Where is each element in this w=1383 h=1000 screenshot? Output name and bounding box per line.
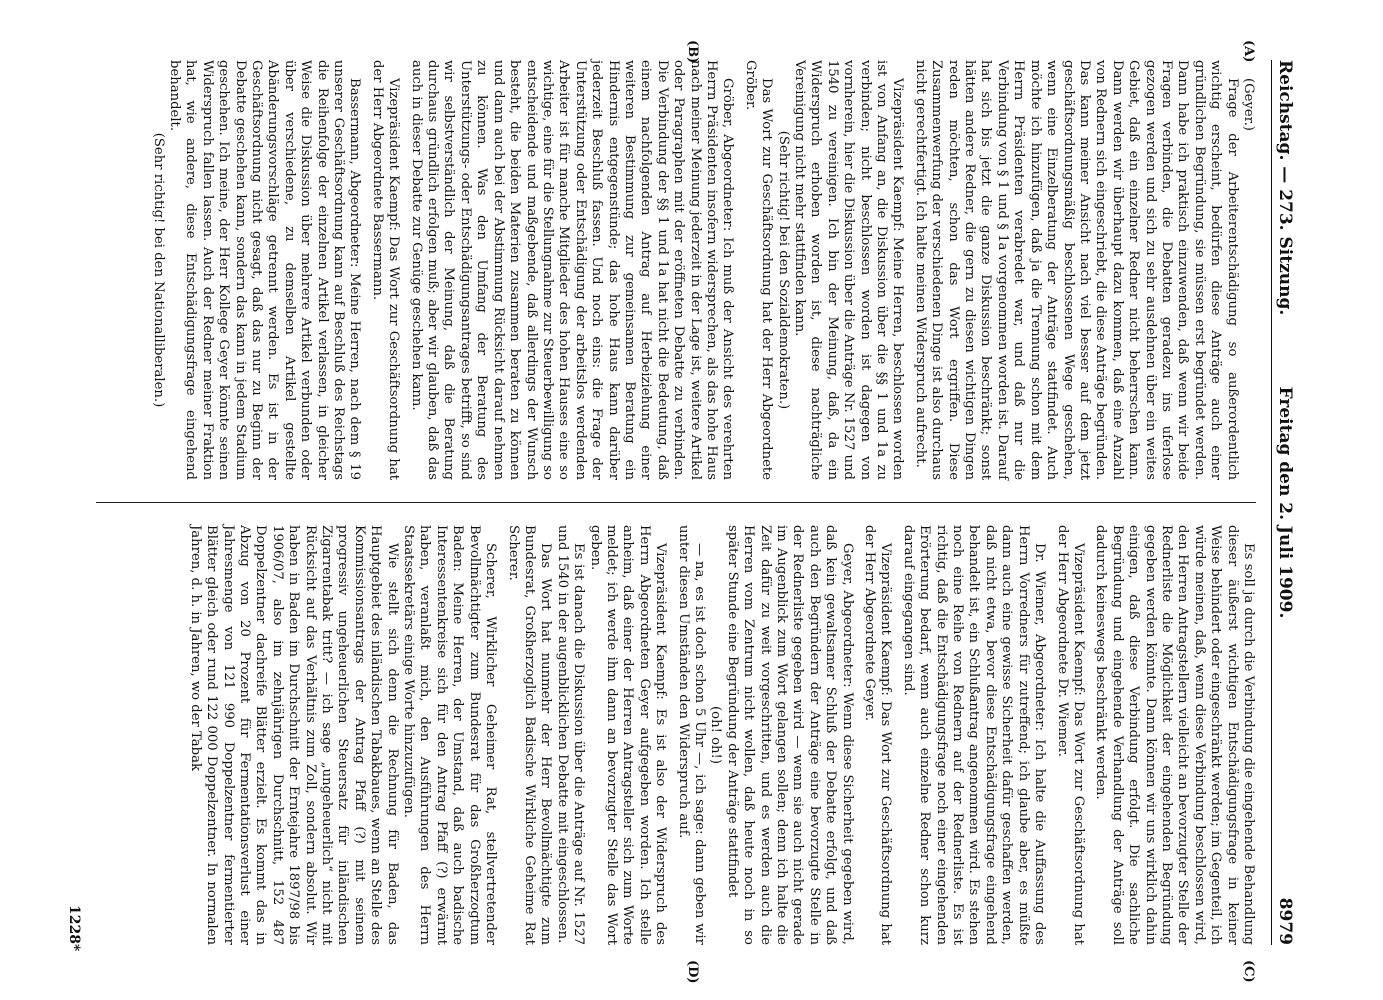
paragraph: Das Wort zur Geschäftsordnung hat der Herr Abgeordnete Gröber.: [742, 60, 775, 480]
margin-marker-a: (A): [1241, 40, 1256, 63]
header-page-number: 8979: [1275, 897, 1295, 945]
paragraph: Geyer, Abgeordneter: Wenn diese Sicherheit gegeben wird, daß kein gewaltsamer Schluß der Debatte erfolgt, und daß auch den Begründern der Anträge eine bevorzugte Stelle in der Rednerliste gegeben wird — wenn sie auch nicht gerade im Augenblick zum Wort gelangen sollen; denn ich halte die Zeit dafür zu weit vorgeschritten, und es werden auch die Herren vom Zentrum nicht wollen, daß heute noch in so später Stunde eine Begründung der Anträge stattfindet: [724, 525, 855, 945]
paragraph: Es soll ja durch die Verbindung die eingehende Behandlung dieser äußerst wichtigen Entschädigungsfrage in keiner Weise behindert oder eingeschränkt werden; im Gegenteil, ich würde meinen, daß, wenn diese Verbindung beschlossen wird, den Herren Antragstellern vielleicht an bevorzugter Stelle der Rednerliste die Möglichkeit der eingehenden Begründung gegeben werden könnte. Dann können wir uns wirklich dahin einigen, daß diese Verbindung erfolgt. Die sachliche Begründung und eingehende Verhandlung der Anträge soll dadurch keineswegs beschränkt werden.: [1093, 525, 1256, 945]
paragraph: (Geyer.): [1241, 78, 1256, 131]
paragraph: Wie stellt sich denn die Rechnung für Baden, das Hauptgebiet des inländischen Tabakbaues, wenn an Stelle des Kommissionsantrags der Antrag Pfaff (?) mit seinem progressiv ungeheuerlichen Steuersatz für inländischen Zigarrentabak tritt? — ich sage „ungeheuerlich“ nicht mit Rücksicht auf das Verhältnis zum Zoll, sondern absolut. Wir haben in Baden im Durchschnitt der Erntejahre 1897/98 bis 1906/07, also im zehnjährigen Durchschnitt, 152 487 Doppelzentner dachreife Blätter erzielt. Es kommt das in Abzug von 20 Prozent für Fermentationsverlust einer Jahresmenge von 121 990 Doppelzentner fermentierter Blätter gleich oder rund 122 000 Doppelzentner. In normalen Jahren, d. h. in Jahren, wo der Tabak: [187, 525, 400, 945]
right-column: [186, 525, 1256, 945]
bottom-page-number: 1228*: [66, 905, 82, 952]
paragraph: Bassermann, Abgeordneter: Meine Herren, nach dem § 19 unserer Geschäftsordnung kann auf Beschluß des Reichstags die Reihenfolge der einzelnen Artikel verlassen, in gleicher Weise die Diskussion über mehrere Artikel verbunden oder über verschiedene, zu demselben Artikel gestellte Abänderungsvorschläge getrennt werden. Es ist in der Geschäftsordnung nicht gesagt, daß das nur zu Beginn der Debatte geschehen kann, sondern das kann in jedem Stadium geschehen. Ich meine, der Herr Kollege Geyer könnte seinen Widerspruch fallen lassen. Auch der Redner meiner Fraktion hat, wie andere, diese Entschädigungsfrage eingehend behandelt.: [167, 60, 363, 480]
header-center: Freitag den 2. Juli 1909.: [1275, 386, 1295, 619]
paragraph: Vizepräsident Kaempf: Meine Herren, beschlossen worden ist von Anfang an, die Diskussion über die §§ 1 und 1a zu verbinden; nicht beschlossen worden ist dagegen von vornherein, hier die Diskussion über die Anträge Nr. 1527 und 1540 zu vereinigen. Ich bin der Meinung, daß, da ein Widerspruch erhoben worden ist, diese nachträgliche Vereinigung nicht mehr stattfinden kann.: [792, 60, 906, 480]
margin-marker-c: (C): [1241, 960, 1256, 983]
paragraph: Das Wort hat nunmehr der Herr Bevollmächtigte zum Bundesrat, Großherzoglich Badische Wirkliche Geheime Rat Scherer.: [505, 525, 554, 945]
left-column: [149, 60, 1256, 480]
margin-marker-b: (B): [685, 40, 700, 64]
paragraph: Vizepräsident Kaempf: Das Wort zur Geschäftsordnung hat der Herr Abgeordnete Bassermann.: [369, 60, 402, 480]
paragraph: — na, es ist doch schon 5 Uhr —, ich sage: dann geben wir unter diesen Umständen den Widerspruch auf.: [675, 525, 707, 945]
paragraph: Es ist danach die Diskussion über die Anträge auf Nr. 1527 und 1540 in der augenblicklichen Debatte mit eingeschlossen.: [554, 525, 587, 945]
paragraph: Scherer, Wirklicher Geheimer Rat, stellvertretender Bevollmächtigter zum Bundesrat für das Großherzogtum Baden: Meine Herren, der Umstand, daß auch badische Interessentenkreise sich für den Antrag Pfaff (?) erwärmt haben, veranlaßt mich, den Ausführungen des Herrn Staatssekretärs einige Worte hinzuzufügen.: [401, 525, 499, 945]
paragraph: Gröber, Abgeordneter: Ich muß der Ansicht des verehrten Herrn Präsidenten insofern widersprechen, als das hohe Haus nach meiner Meinung jederzeit in der Lage ist, weitere Artikel oder Paragraphen mit der eröffneten Debatte zu verbinden. Die Verbindung der §§ 1 und 1a hat nicht die Bedeutung, daß einem nachfolgenden Antrag auf Herbeiziehung einer weiteren Bestimmung zur gemeinsamen Beratung ein Hindernis entgegenstünde; das hohe Haus kann darüber jederzeit Beschluß fassen. Und noch eins: die Frage der Unterstützung oder Entschädigung der arbeitslos werdenden Arbeiter ist für manche Mitglieder des hohen Hauses eine so wichtige, eine für die Stellungnahme zur Steuerbewilligung so entscheidende und maßgebende, daß allerdings der Wunsch besteht, die beiden Materien zusammen beraten zu können und dann auch bei der Abstimmung Rücksicht darauf nehmen zu können. Was den Umfang der Beratung des Unterstützungs- oder Entschädigungsantrages betrifft, so sind wir selbstverständlich der Meinung, daß die Beratung durchaus gründlich erfolgen muß; aber wir glauben, daß das auch in dieser Debatte zur Genüge geschehen kann.: [408, 60, 736, 480]
paragraph: (Sehr richtig! bei den Nationalliberalen.): [150, 132, 166, 408]
paragraph: Vizepräsident Kaempf: Das Wort zur Geschäftsordnung hat der Herr Abgeordnete Geyer.: [862, 525, 894, 945]
paragraph: Dr. Wiemer, Abgeordneter: Ich halte die Auffassung des Herrn Vorredners für zutreffend; ich glaube aber, es müßte dann auch eine gewisse Sicherheit dafür geschaffen werden, daß nicht etwa, bevor diese Entschädigungsfrage eingehend behandelt ist, ein Schlußantrag angenommen wird. Es stehen noch eine Reihe von Rednern auf der Rednerliste. Es ist richtig, daß die Entschädigungsfrage noch einer eingehenden Erörterung bedarf, wenn auch einzelne Redner schon kurz darauf eingegangen sind.: [900, 525, 1048, 945]
paragraph: Vizepräsident Kaempf: Es ist also der Widerspruch des Herrn Abgeordneten Geyer aufgegeben worden. Ich stelle anheim, daß einer der Herren Antragsteller sich zum Worte meldet; ich werde ihm dann an bevorzugter Stelle das Wort geben.: [587, 525, 669, 945]
margin-marker-d: (D): [685, 960, 700, 984]
page-header: [1271, 60, 1298, 945]
paragraph: (Sehr richtig! bei den Sozialdemokraten.): [775, 130, 791, 410]
paragraph: (oh! oh!): [708, 706, 724, 764]
header-left: Reichstag. — 273. Sitzung.: [1275, 60, 1295, 316]
paragraph: Frage der Arbeiterentschädigung so außerordentlich wichtig erscheint, bedürfen diese Anträge auch einer gründlichen Begründung, sie müssen erst begründet werden. Dann habe ich praktisch einzuwenden, daß wenn wir beide Fragen verbinden, die Debatten geradezu ins uferlose gezogen werden und sich zu sehr ausdehnen über ein weites Gebiet, daß ein einzelner Redner nicht beherrschen kann. Dann werden wir überhaupt dazu kommen, daß eine Anzahl von Rednern sich eingeschriebt, die diese Anträge begründen. Das kann meiner Ansicht nach viel besser auf dem jetzt geschäftsordnungsmäßig beschlossenen Wege geschehen, wenn eine Einzelberatung der Anträge stattfindet. Auch möchte ich hinzufügen, daß ja die Trennung schon mit dem Herrn Präsidenten verabredet war, und daß nur die Verbindung von § 1 und § 1a vorgenommen worden ist. Darauf hat sich bis jetzt die ganze Diskussion beschränkt; sonst hätten andere Redner, die gern zu diesen wichtigen Dingen reden möchten, schon das Wort ergriffen. Diese Zusammenwerfung der verschiedenen Dinge ist also durchaus nicht gerechtfertigt. Ich halte meinen Widerspruch aufrecht.: [912, 60, 1240, 480]
column-divider: [96, 502, 1256, 503]
paragraph: Vizepräsident Kaempf: Das Wort zur Geschäftsordnung hat der Herr Abgeordnete Dr. Wiemer.: [1054, 525, 1086, 945]
